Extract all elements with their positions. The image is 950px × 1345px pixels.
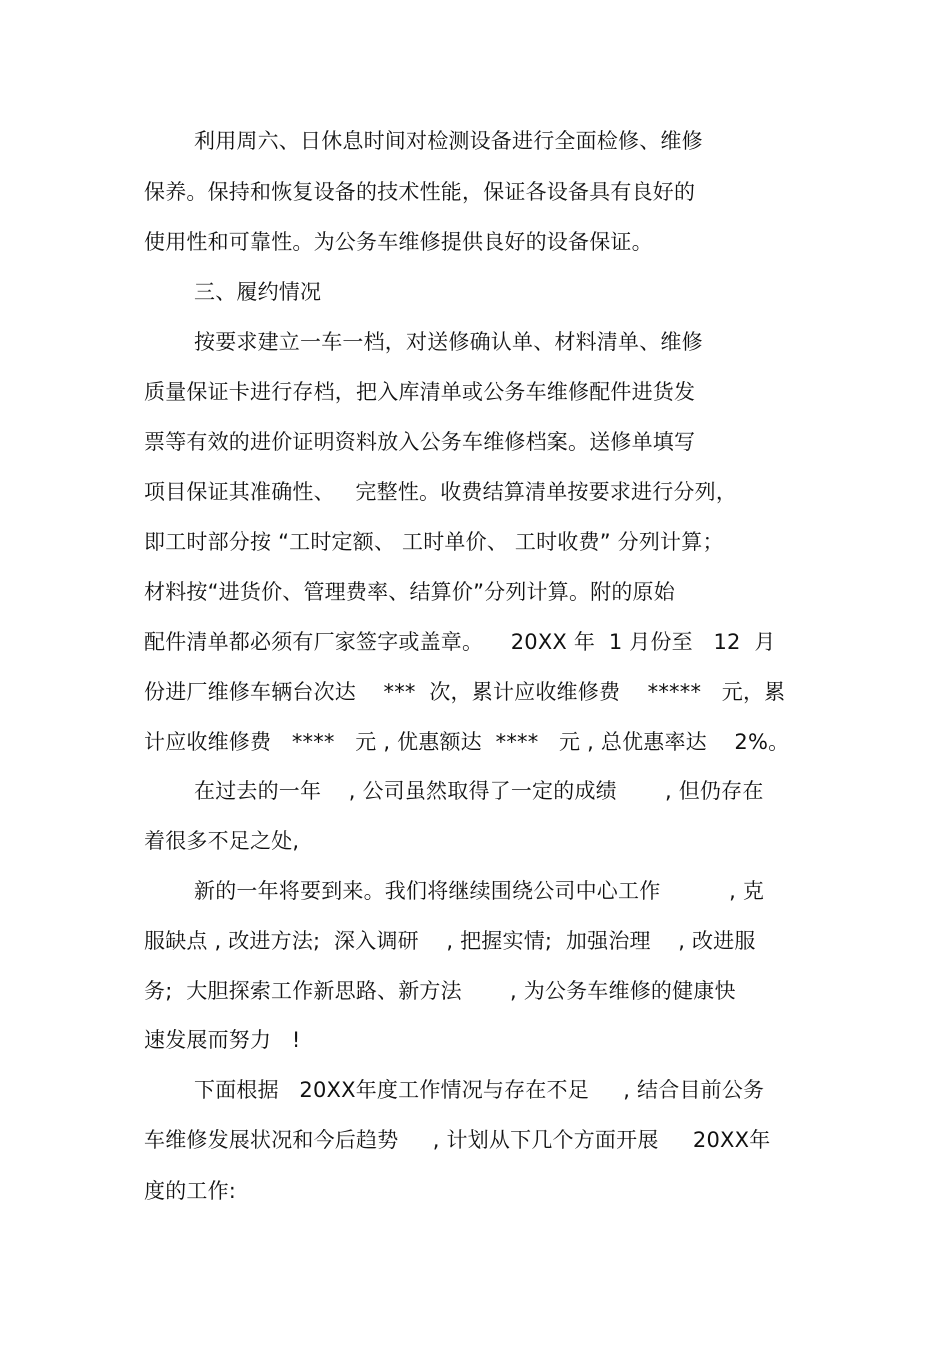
paragraph-line: 质量保证卡进行存档，把入库清单或公务车维修配件进货发 xyxy=(144,380,696,404)
paragraph-line: 按要求建立一车一档，对送修确认单、材料清单、维修 xyxy=(194,330,703,354)
paragraph-line: 材料按“进货价、管理费率、结算价”分列计算。附的原始 xyxy=(144,580,675,604)
paragraph-line: 速发展而努力 ! xyxy=(144,1028,301,1052)
paragraph-line: 计应收维修费 **** 元 , 优惠额达 **** 元 , 总优惠率达 2%。 xyxy=(144,730,790,754)
paragraph-line: 使用性和可靠性。为公务车维修提供良好的设备保证。 xyxy=(144,230,653,254)
paragraph-line: 利用周六、日休息时间对检测设备进行全面检修、维修 xyxy=(194,129,703,153)
paragraph-line: 在过去的一年 , 公司虽然取得了一定的成绩 , 但仍存在 xyxy=(194,779,764,803)
paragraph-line: 保养。保持和恢复设备的技术性能，保证各设备具有良好的 xyxy=(144,180,696,204)
section-heading: 三、履约情况 xyxy=(194,280,322,304)
paragraph-line: 即工时部分按 “工时定额、 工时单价、 工时收费” 分列计算； xyxy=(144,530,724,554)
paragraph-line: 下面根据 20XX年度工作情况与存在不足 , 结合目前公务 xyxy=(194,1078,765,1102)
paragraph-line: 着很多不足之处, xyxy=(144,829,300,853)
paragraph-line: 项目保证其准确性、 完整性。收费结算清单按要求进行分列， xyxy=(144,480,738,504)
paragraph-line: 配件清单都必须有厂家签字或盖章。 20XX 年 1 月份至 12 月 xyxy=(144,630,776,654)
paragraph-line: 份进厂维修车辆台次达 *** 次，累计应收维修费 ***** 元，累 xyxy=(144,680,786,704)
paragraph-line: 车维修发展状况和今后趋势 , 计划从下几个方面开展 20XX年 xyxy=(144,1128,771,1152)
paragraph-line: 票等有效的进价证明资料放入公务车维修档案。送修单填写 xyxy=(144,430,696,454)
paragraph-line: 度的工作: xyxy=(144,1179,237,1203)
paragraph-line: 新的一年将要到来。我们将继续围绕公司中心工作 , 克 xyxy=(194,879,765,903)
paragraph-line: 务; 大胆探索工作新思路、新方法 , 为公务车维修的健康快 xyxy=(144,979,736,1003)
paragraph-line: 服缺点 , 改进方法; 深入调研 , 把握实情; 加强治理 , 改进服 xyxy=(144,929,756,953)
